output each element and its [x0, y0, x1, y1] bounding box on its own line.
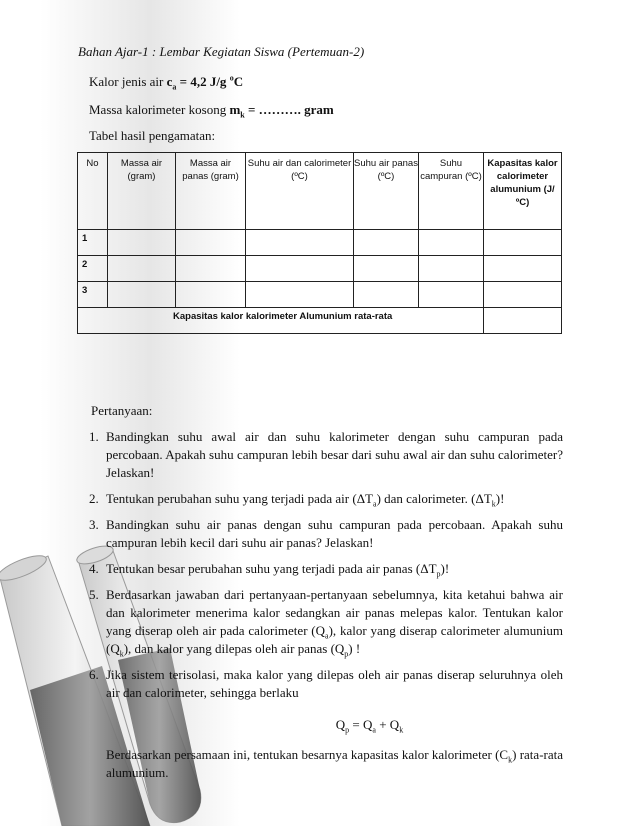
col-header-no: No — [78, 153, 108, 230]
question-item: 4. Tentukan besar perubahan suhu yang terjadi pada air panas $(\Delta T_p)$! — [89, 561, 450, 579]
cell-suhu-air-calorimeter — [246, 282, 354, 308]
cell-suhu-air-panas — [354, 230, 419, 256]
question-list — [89, 428, 563, 790]
cell-massa-air-panas — [176, 282, 246, 308]
cell-massa-air-panas — [176, 256, 246, 282]
question-item: 2. Tentukan perubahan suhu yang terjadi pada air $(\Delta T_a)$ dan calorimeter. $(\Delta T_k)$! — [89, 491, 505, 509]
question-followup: Berdasarkan persamaan ini, tentukan besarnya kapasitas kalor kalorimeter $(C_k)$ rata-rata alumunium. — [106, 747, 564, 780]
cell-kapasitas-kalor — [484, 256, 562, 282]
col-header-suhu-air-calorimeter: Suhu air dan calorimeter (ºC) — [246, 153, 354, 230]
tabel-label: Tabel hasil pengamatan: — [89, 128, 216, 143]
cell-suhu-campuran — [419, 256, 484, 282]
equation: $Q_p = Q_a + Q_k$ — [335, 717, 404, 735]
col-header-massa-air-panas: Massa air panas (gram) — [176, 153, 246, 230]
table-row — [78, 282, 562, 308]
cell-kapasitas-kalor — [484, 282, 562, 308]
cell-average-value — [484, 308, 562, 334]
table-row — [78, 256, 562, 282]
table-header-row — [78, 153, 562, 230]
kalor-jenis-line: Kalor jenis air $c_a = 4,2$ J/g $^o$C — [89, 73, 244, 92]
table-average-row — [78, 308, 562, 334]
col-header-massa-air: Massa air (gram) — [108, 153, 176, 230]
observation-table — [77, 152, 562, 334]
table-row — [78, 230, 562, 256]
row-number: 3 — [78, 282, 108, 308]
cell-kapasitas-kalor — [484, 230, 562, 256]
cell-suhu-campuran — [419, 230, 484, 256]
cell-suhu-air-panas — [354, 282, 419, 308]
question-item: 6. Jika sistem terisolasi, maka kalor yang dilepas oleh air panas diserap seluruhnya oleh air dan calorimeter, sehingga berlaku $Q_p = Q_a + Q_k$ Berdasarkan persamaan ini, tentukan besarnya kapasitas kalor kalorimeter $(C_k)$ rata-rata alumunium. — [89, 667, 564, 780]
average-label: Kapasitas kalor kalorimeter Alumunium rata-rata — [78, 308, 484, 334]
question-item: 3. Bandingkan suhu air panas dengan suhu campuran pada percobaan. Apakah suhu campuran lebih kecil dari suhu air panas? Jelaskan! — [89, 517, 563, 550]
page-header: Bahan Ajar-1 : Lembar Kegiatan Siswa (Pertemuan-2) — [78, 44, 365, 59]
col-header-suhu-campuran: Suhu campuran (ºC) — [419, 153, 484, 230]
cell-massa-air — [108, 256, 176, 282]
col-header-suhu-air-panas: Suhu air panas (ºC) — [354, 153, 419, 230]
row-number: 1 — [78, 230, 108, 256]
question-item: 1. Bandingkan suhu awal air dan suhu kalorimeter dengan suhu campuran pada percobaan. Apakah suhu campuran lebih besar dari suhu awal air dan suhu calorimeter? Jelaskan! — [89, 429, 563, 480]
question-item: 5. Berdasarkan jawaban dari pertanyaan-pertanyaan sebelumnya, kita ketahui bahwa air dan kalorimeter menerima kalor sedangkan air panas melepas kalor. Tentukan kalor yang diserap oleh air pada calorimeter $(Q_a)$, kalor yang diserap calorimeter alumunium $(Q_k)$, dan kalor yang dilepas oleh air panas $(Q_p)$ ! — [89, 587, 563, 659]
cell-massa-air — [108, 282, 176, 308]
cell-suhu-air-calorimeter — [246, 230, 354, 256]
row-number: 2 — [78, 256, 108, 282]
massa-kalorimeter-line: Massa kalorimeter kosong $m_k$ = ………. gram — [89, 102, 334, 120]
col-header-kapasitas-kalor: Kapasitas kalor calorimeter alumunium (J/ºC) — [484, 153, 562, 230]
cell-massa-air — [108, 230, 176, 256]
cell-suhu-campuran — [419, 282, 484, 308]
cell-suhu-air-calorimeter — [246, 256, 354, 282]
cell-massa-air-panas — [176, 230, 246, 256]
pertanyaan-heading: Pertanyaan: — [91, 403, 153, 418]
cell-suhu-air-panas — [354, 256, 419, 282]
